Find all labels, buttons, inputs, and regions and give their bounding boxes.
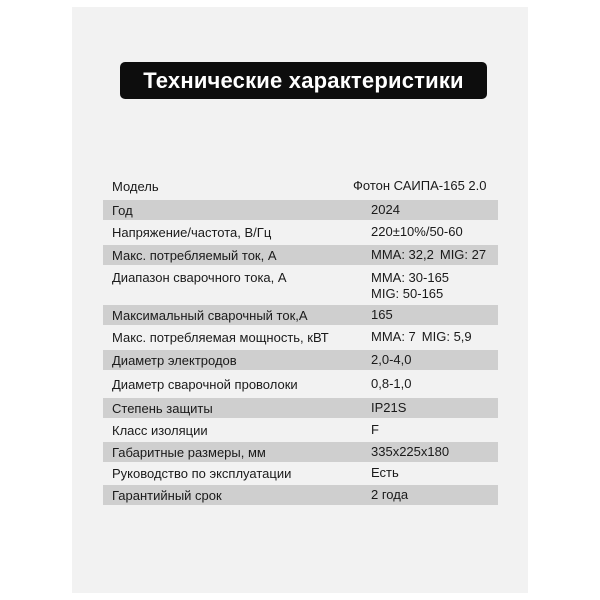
spec-label: Габаритные размеры, мм xyxy=(112,444,266,460)
spec-label: Диаметр электродов xyxy=(112,352,237,368)
spec-value: 0,8-1,0 xyxy=(371,376,412,391)
spec-value: 335x225x180 xyxy=(371,444,450,459)
spec-label: Гарантийный срок xyxy=(112,487,222,503)
spec-row-insulation xyxy=(103,420,498,440)
spec-row-current-range xyxy=(103,269,498,303)
spec-value xyxy=(371,245,486,265)
spec-row-max-weld-current xyxy=(103,305,498,325)
spec-row-warranty xyxy=(103,485,498,505)
spec-row-manual xyxy=(103,463,498,483)
spec-row-max-power xyxy=(103,327,498,347)
spec-row-year xyxy=(103,200,498,220)
spec-label: Руководство по эксплуатации xyxy=(112,465,292,481)
spec-value: IP21S xyxy=(371,400,407,415)
spec-value: 165 xyxy=(371,307,393,322)
spec-value-line2: MIG: 50-165 xyxy=(371,286,444,301)
spec-value: 2 года xyxy=(371,487,409,502)
spec-label: Степень защиты xyxy=(112,400,213,416)
spec-value: F xyxy=(371,422,379,437)
spec-label: Класс изоляции xyxy=(112,422,208,438)
spec-value-mma: MMA: 7 xyxy=(371,329,416,344)
page-title: Технические характеристики xyxy=(120,62,487,99)
spec-value-mma: MMA: 32,2 xyxy=(371,247,434,262)
spec-value: Фотон САИПА-165 2.0 xyxy=(353,178,487,193)
spec-label: Максимальный сварочный ток,А xyxy=(112,307,308,323)
spec-label: Год xyxy=(112,202,133,218)
spec-value: 220±10%/50-60 xyxy=(371,224,463,239)
spec-value xyxy=(371,327,472,347)
spec-value: Есть xyxy=(371,465,399,480)
spec-label: Макс. потребляемый ток, А xyxy=(112,247,277,263)
spec-label: Модель xyxy=(112,178,159,194)
spec-value-mig: MIG: 27 xyxy=(439,247,487,262)
spec-row-wire-diameter xyxy=(103,374,498,394)
spec-row-protection xyxy=(103,398,498,418)
spec-value: 2,0-4,0 xyxy=(371,352,412,367)
spec-label: Диапазон сварочного тока, А xyxy=(112,270,287,285)
spec-label: Диаметр сварочной проволоки xyxy=(112,376,298,392)
spec-value-mig: MIG: 5,9 xyxy=(421,329,472,344)
spec-value: 2024 xyxy=(371,202,400,217)
spec-label: Напряжение/частота, В/Гц xyxy=(112,224,272,240)
spec-row-model xyxy=(103,176,498,196)
spec-label: Макс. потребляемая мощность, кВТ xyxy=(112,329,329,345)
spec-value-line1: MMA: 30-165 xyxy=(371,270,450,285)
spec-value xyxy=(371,269,449,303)
spec-row-max-current xyxy=(103,245,498,265)
spec-row-dimensions xyxy=(103,442,498,462)
spec-row-voltage xyxy=(103,222,498,242)
spec-row-electrode-diameter xyxy=(103,350,498,370)
